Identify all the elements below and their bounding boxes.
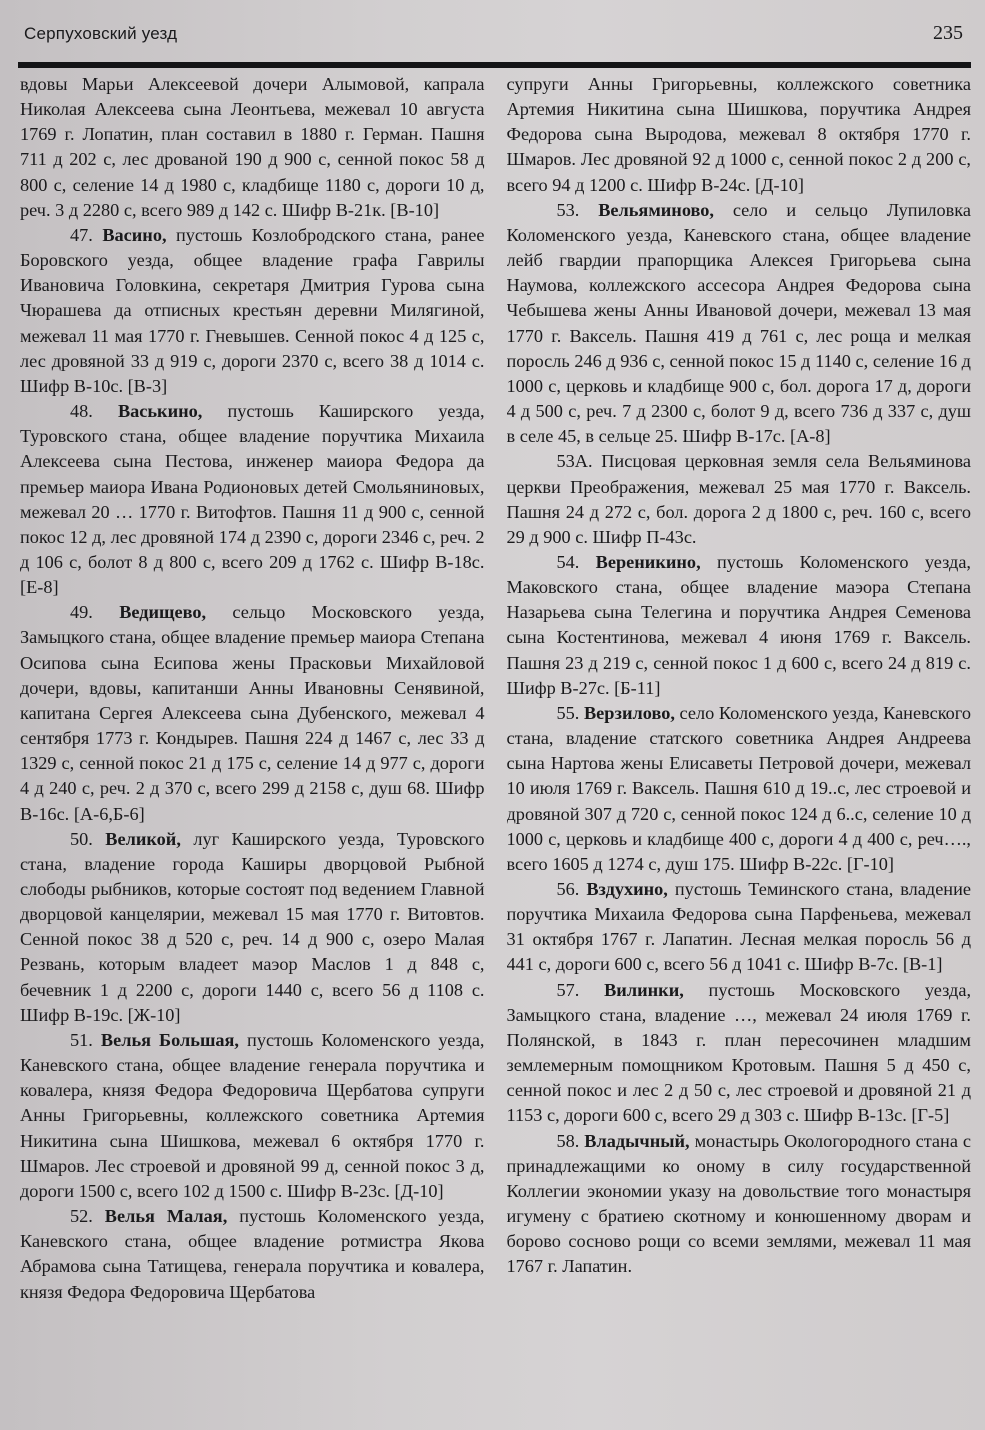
entry-title: Велья Малая, <box>104 1206 228 1227</box>
running-title: Серпуховский уезд <box>24 24 178 43</box>
entry-title: Велья Большая, <box>100 1029 239 1050</box>
entry-number: 53А. <box>556 451 602 472</box>
entry-number: 48. <box>70 401 118 422</box>
entry-number: 52. <box>70 1206 105 1227</box>
entry-number: 56. <box>556 879 587 899</box>
entry-paragraph <box>20 827 485 1028</box>
left-column <box>20 72 485 1422</box>
entry-body: пустошь Московского уезда, Замыцкого стана, владение …, межевал 24 июля 1769 г. Полянской, в 1843 г. план пересочинен младшим землемерным помощником Кротовым. Пашня 5 д 450 с, сенной покос и лес 2 д 50 с, лес строевой и дровяной 21 д 1153 с, дороги 600 с, всего 29 д 303 с. Шифр В-13с. [Г-5] <box>506 979 971 1126</box>
entry-title: Вздухино, <box>586 879 668 899</box>
right-column <box>507 72 972 1422</box>
entry-number: 57. <box>556 979 605 1000</box>
entry-body: супруги Анны Григорьевны, коллежского советника Артемия Никитина сына Шишкова, поручтика Андрея Федорова сына Выродова, межевал 8 октября 1770 г. Шмаров. Лес дровяной 92 д 1000 с, сенной покос 2 д 200 с, всего 94 д 1200 с. Шифр В-24с. [Д-10] <box>506 74 971 195</box>
entry-body: луг Каширского уезда, Туровского стана, владение города Каширы дворцовой Рыбной слободы рыбников, которые состоят под ведением Главной дворцовой канцелярии, межевал 15 мая 1770 г. Витовтов. Сенной покос 38 д 520 с, реч. 14 д 900 с, озеро Малая Резвань, которым владеет маэор Маслов 1 д 848 с, бечевник 1 д 2200 с, дороги 1440 с, всего 56 д 1108 с. Шифр В-19с. [Ж-10] <box>20 828 485 1025</box>
entry-title: Вилинки, <box>604 979 684 1000</box>
entry-paragraph <box>20 72 485 223</box>
entry-number: 53. <box>556 199 599 220</box>
entry-paragraph <box>20 399 485 600</box>
entry-body: вдовы Марьи Алексеевой дочери Алымовой, капрала Николая Алексеева сына Леонтьева, межевал 10 августа 1769 г. Лопатин, план составил в 1880 г. Герман. Пашня 711 д 202 с, лес дрованой 190 д 900 с, сенной покос 58 д 800 с, селение 14 д 1980 с, кладбище 1180 с, дороги 10 д, реч. 3 д 2280 с, всего 989 д 142 с. Шифр В-21к. [В-10] <box>20 74 485 220</box>
entry-paragraph <box>507 701 972 877</box>
page-header <box>18 16 967 52</box>
entry-body: пустошь Коломенского уезда, Каневского стана, общее владение ротмистра Якова Абрамова сына Татищева, генерала поручтика и ковалера, князя Федора Федоровича Щербатова <box>20 1206 485 1302</box>
entry-title: Вельяминово, <box>598 199 714 220</box>
entry-number: 54. <box>556 551 596 572</box>
entry-title: Ведищево, <box>119 602 207 623</box>
entry-body: село Коломенского уезда, Каневского стана, владение статского советника Андрея Андреева сына Нартова жены Елисаветы Петровой дочери, межевал 10 июля 1769 г. Ваксель. Пашня 610 д 19..с, лес строевой и дровяной 307 д 720 с, сенной покос 124 д 6..с, селение 10 д 1000 с, церковь и кладбище 400 с, дороги 4 д 400 с, реч…., всего 1605 д 1274 с, душ 175. Шифр В-22с. [Г-10] <box>506 702 971 874</box>
entry-number: 49. <box>70 602 120 623</box>
entry-paragraph <box>20 1204 485 1305</box>
entry-paragraph <box>507 877 972 978</box>
entry-paragraph <box>20 223 485 399</box>
entry-number: 51. <box>70 1029 101 1050</box>
entry-paragraph <box>507 978 972 1129</box>
entry-number: 55. <box>556 702 584 723</box>
entry-number: 47. <box>70 224 103 245</box>
text-columns <box>20 72 971 1422</box>
entry-number: 58. <box>556 1130 585 1151</box>
entry-paragraph <box>20 1028 485 1204</box>
entry-paragraph <box>507 72 972 198</box>
entry-body: пустошь Теминского стана, владение поручтика Михаила Федорова сына Парфеньева, межевал 31 октября 1767 г. Лапатин. Лесная мелкая поросль 56 д 441 с, дороги 600 с, всего 56 д 1041 с. Шифр В-7с. [В-1] <box>506 879 971 975</box>
page-number: 235 <box>933 22 963 44</box>
entry-body: пустошь Коломенского уезда, Каневского стана, общее владение генерала поручтика и ковалера, князя Федора Федоровича Щербатова супруги Анны Григорьевны, коллежского советника Артемия Никитина сына Шишкова, межевал 6 октября 1770 г. Шмаров. Лес строевой и дровяной 99 д, сенной покос 3 д, дороги 1500 с, всего 102 д 1500 с. Шифр В-23с. [Д-10] <box>20 1029 485 1201</box>
entry-paragraph <box>507 449 972 550</box>
entry-title: Владычный, <box>584 1130 690 1151</box>
entry-body: пустошь Коломенского уезда, Маковского стана, общее владение маэора Степана Назарьева сына Телегина и поручтика Андрея Семенова сына Костентинова, межевал 4 июня 1769 г. Ваксель. Пашня 23 д 219 с, сенной покос 1 д 600 с, всего 24 д 819 с. Шифр В-27с. [Б-11] <box>506 551 971 698</box>
entry-body: село и сельцо Лупиловка Коломенского уезда, Каневского стана, общее владение лейб гвардии прапорщика Алексея Григорьева сына Наумова, коллежского ассесора Андрея Федорова сына Чебышева жены Анны Ивановой дочери, межевал 13 мая 1770 г. Ваксель. Пашня 419 д 761 с, лес роща и мелкая поросль 246 д 936 с, сенной покос 15 д 1140 с, селение 16 д 1000 с, церковь и кладбище 900 с, бол. дорога 17 д, дороги 4 д 500 с, реч. 7 д 2300 с, болот 9 д, всего 736 д 337 с, душ в селе 45, в сельце 25. Шифр В-17с. [А-8] <box>506 199 971 447</box>
entry-paragraph <box>20 600 485 826</box>
entry-body: монастырь Окологородного стана с принадлежащими ко оному в силу государственной Коллегии экономии указу на довольствие того монастыря игумену с братиею скотному и конюшенному дворам и борово сосново рощи со всеми землями, межевал 11 мая 1767 г. Лапатин. <box>506 1130 971 1277</box>
entry-paragraph <box>507 550 972 701</box>
entry-title: Великой, <box>105 828 181 849</box>
entry-paragraph <box>507 198 972 450</box>
entry-title: Вереникино, <box>595 551 701 572</box>
entry-body: пустошь Козлобродского стана, ранее Боровского уезда, общее владение графа Гаврилы Ивановича Головкина, секретаря Дмитрия Гурова сына Чюрашева да отписных крестьян деревни Милягиной, межевал 11 мая 1770 г. Гневышев. Сенной покос 4 д 125 с, лес дровяной 33 д 919 с, дороги 2370 с, всего 38 д 1014 с. Шифр В-10с. [В-3] <box>20 224 485 396</box>
header-rule <box>18 62 971 68</box>
entry-body: пустошь Каширского уезда, Туровского стана, общее владение поручтика Михаила Алексеева сына Пестова, инженер маиора Федора да премьер маиора Ивана Родионовых детей Смольяниновых, межевал 20 … 1770 г. Витофтов. Пашня 11 д 900 с, сенной покос 12 д, лес дровяной 174 д 2390 с, дороги 2346 с, реч. 2 д 106 с, болот 8 д 800 с, всего 209 д 1762 с. Шифр В-18с. [Е-8] <box>20 401 485 598</box>
entry-title: Васькино, <box>117 401 203 422</box>
entry-paragraph <box>507 1129 972 1280</box>
entry-title: Верзилово, <box>583 702 675 723</box>
entry-title: Васино, <box>102 224 167 245</box>
entry-body: Писцовая церковная земля села Вельяминова церкви Преображения, межевал 25 мая 1770 г. Ваксель. Пашня 24 д 272 с, бол. дорога 2 д 1800 с, реч. 160 с, всего 29 д 900 с. Шифр П-43с. <box>506 451 971 547</box>
entry-body: сельцо Московского уезда, Замыцкого стана, общее владение премьер маиора Степана Осипова сына Есипова жены Прасковьи Михайловой дочери, вдовы, капитанши Анны Ивановны Сенявиной, капитана Сергея Алексеева сына Дубенского, межевал 4 сентября 1773 г. Кондырев. Пашня 224 д 1467 с, лес 33 д 1329 с, сенной покос 21 д 175 с, селение 14 д 977 с, дороги 4 д 240 с, реч. 2 д 370 с, всего 299 д 2158 с, душ 68. Шифр В-16с. [А-6,Б-6] <box>20 602 485 824</box>
entry-number: 50. <box>70 828 106 849</box>
